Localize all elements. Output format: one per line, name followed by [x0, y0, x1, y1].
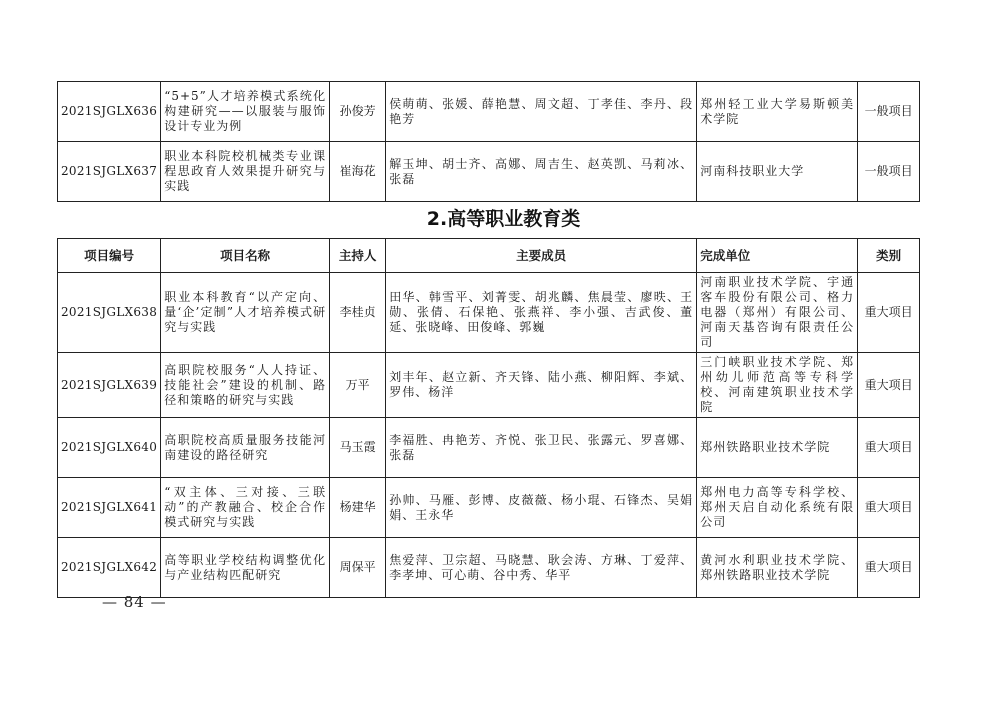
- header-unit: 完成单位: [697, 239, 858, 273]
- header-code: 项目编号: [58, 239, 161, 273]
- project-code: 2021SJGLX637: [58, 142, 161, 202]
- project-name: 职业本科教育“以产定向、量‘企’定制”人才培养模式研究与实践: [161, 273, 330, 353]
- table-row: [58, 353, 920, 418]
- project-members: 田华、韩雪平、刘菁雯、胡兆麟、焦晨莹、廖昳、王勋、张倩、石保艳、张燕祥、李小强、吉武俊、董延、张晓峰、田俊峰、郭巍: [386, 273, 697, 353]
- header-host: 主持人: [330, 239, 386, 273]
- project-name: “双主体、三对接、三联动”的产教融合、校企合作模式研究与实践: [161, 478, 330, 538]
- project-host: 孙俊芳: [330, 82, 386, 142]
- project-name: 高等职业学校结构调整优化与产业结构匹配研究: [161, 538, 330, 598]
- project-unit: 河南科技职业大学: [697, 142, 858, 202]
- project-code: 2021SJGLX640: [58, 418, 161, 478]
- project-category: 重大项目: [858, 538, 920, 598]
- project-members: 李福胜、冉艳芳、齐悦、张卫民、张露元、罗喜娜、张磊: [386, 418, 697, 478]
- table-header-row: [58, 239, 920, 273]
- table-row: [58, 82, 920, 142]
- project-members: 侯萌萌、张媛、薛艳慧、周文超、丁孝佳、李丹、段艳芳: [386, 82, 697, 142]
- project-name: 高职院校服务“人人持证、技能社会”建设的机制、路径和策略的研究与实践: [161, 353, 330, 418]
- project-category: 重大项目: [858, 353, 920, 418]
- project-category: 一般项目: [858, 142, 920, 202]
- project-name: “5+5”人才培养模式系统化构建研究——以服装与服饰设计专业为例: [161, 82, 330, 142]
- project-unit: 三门峡职业技术学院、郑州幼儿师范高等专科学校、河南建筑职业技术学院: [697, 353, 858, 418]
- project-name: 职业本科院校机械类专业课程思政育人效果提升研究与实践: [161, 142, 330, 202]
- project-host: 崔海花: [330, 142, 386, 202]
- section-heading: 2.高等职业教育类: [426, 208, 581, 230]
- project-unit: 黄河水利职业技术学院、郑州铁路职业技术学院: [697, 538, 858, 598]
- project-code: 2021SJGLX638: [58, 273, 161, 353]
- table-row: [58, 142, 920, 202]
- project-category: 重大项目: [858, 418, 920, 478]
- project-unit: 郑州轻工业大学易斯顿美术学院: [697, 82, 858, 142]
- table-row: [58, 273, 920, 353]
- project-code: 2021SJGLX639: [58, 353, 161, 418]
- table-row: [58, 478, 920, 538]
- previous-section-table: [57, 81, 920, 202]
- vocational-education-table: [57, 238, 920, 598]
- project-unit: 河南职业技术学院、宇通客车股份有限公司、格力电器（郑州）有限公司、河南天基咨询有限责任公司: [697, 273, 858, 353]
- project-host: 万平: [330, 353, 386, 418]
- header-name: 项目名称: [161, 239, 330, 273]
- project-host: 周保平: [330, 538, 386, 598]
- project-unit: 郑州电力高等专科学校、郑州天启自动化系统有限公司: [697, 478, 858, 538]
- project-members: 孙帅、马雁、彭博、皮薇薇、杨小琨、石锋杰、吴娟娟、王永华: [386, 478, 697, 538]
- project-host: 马玉霞: [330, 418, 386, 478]
- project-code: 2021SJGLX642: [58, 538, 161, 598]
- project-category: 重大项目: [858, 478, 920, 538]
- project-unit: 郑州铁路职业技术学院: [697, 418, 858, 478]
- project-members: 解玉坤、胡士齐、高娜、周吉生、赵英凯、马莉冰、张磊: [386, 142, 697, 202]
- project-category: 重大项目: [858, 273, 920, 353]
- project-host: 杨建华: [330, 478, 386, 538]
- project-members: 刘丰年、赵立新、齐天锋、陆小燕、柳阳辉、李斌、罗伟、杨洋: [386, 353, 697, 418]
- project-name: 高职院校高质量服务技能河南建设的路径研究: [161, 418, 330, 478]
- table-row: [58, 538, 920, 598]
- page-number: — 84 —: [102, 593, 167, 611]
- project-code: 2021SJGLX641: [58, 478, 161, 538]
- header-category: 类别: [858, 239, 920, 273]
- table-row: [58, 418, 920, 478]
- project-code: 2021SJGLX636: [58, 82, 161, 142]
- project-host: 李桂贞: [330, 273, 386, 353]
- project-category: 一般项目: [858, 82, 920, 142]
- project-members: 焦爱萍、卫宗超、马晓慧、耿会涛、方琳、丁爱萍、李孝坤、可心萌、谷中秀、华平: [386, 538, 697, 598]
- header-members: 主要成员: [386, 239, 697, 273]
